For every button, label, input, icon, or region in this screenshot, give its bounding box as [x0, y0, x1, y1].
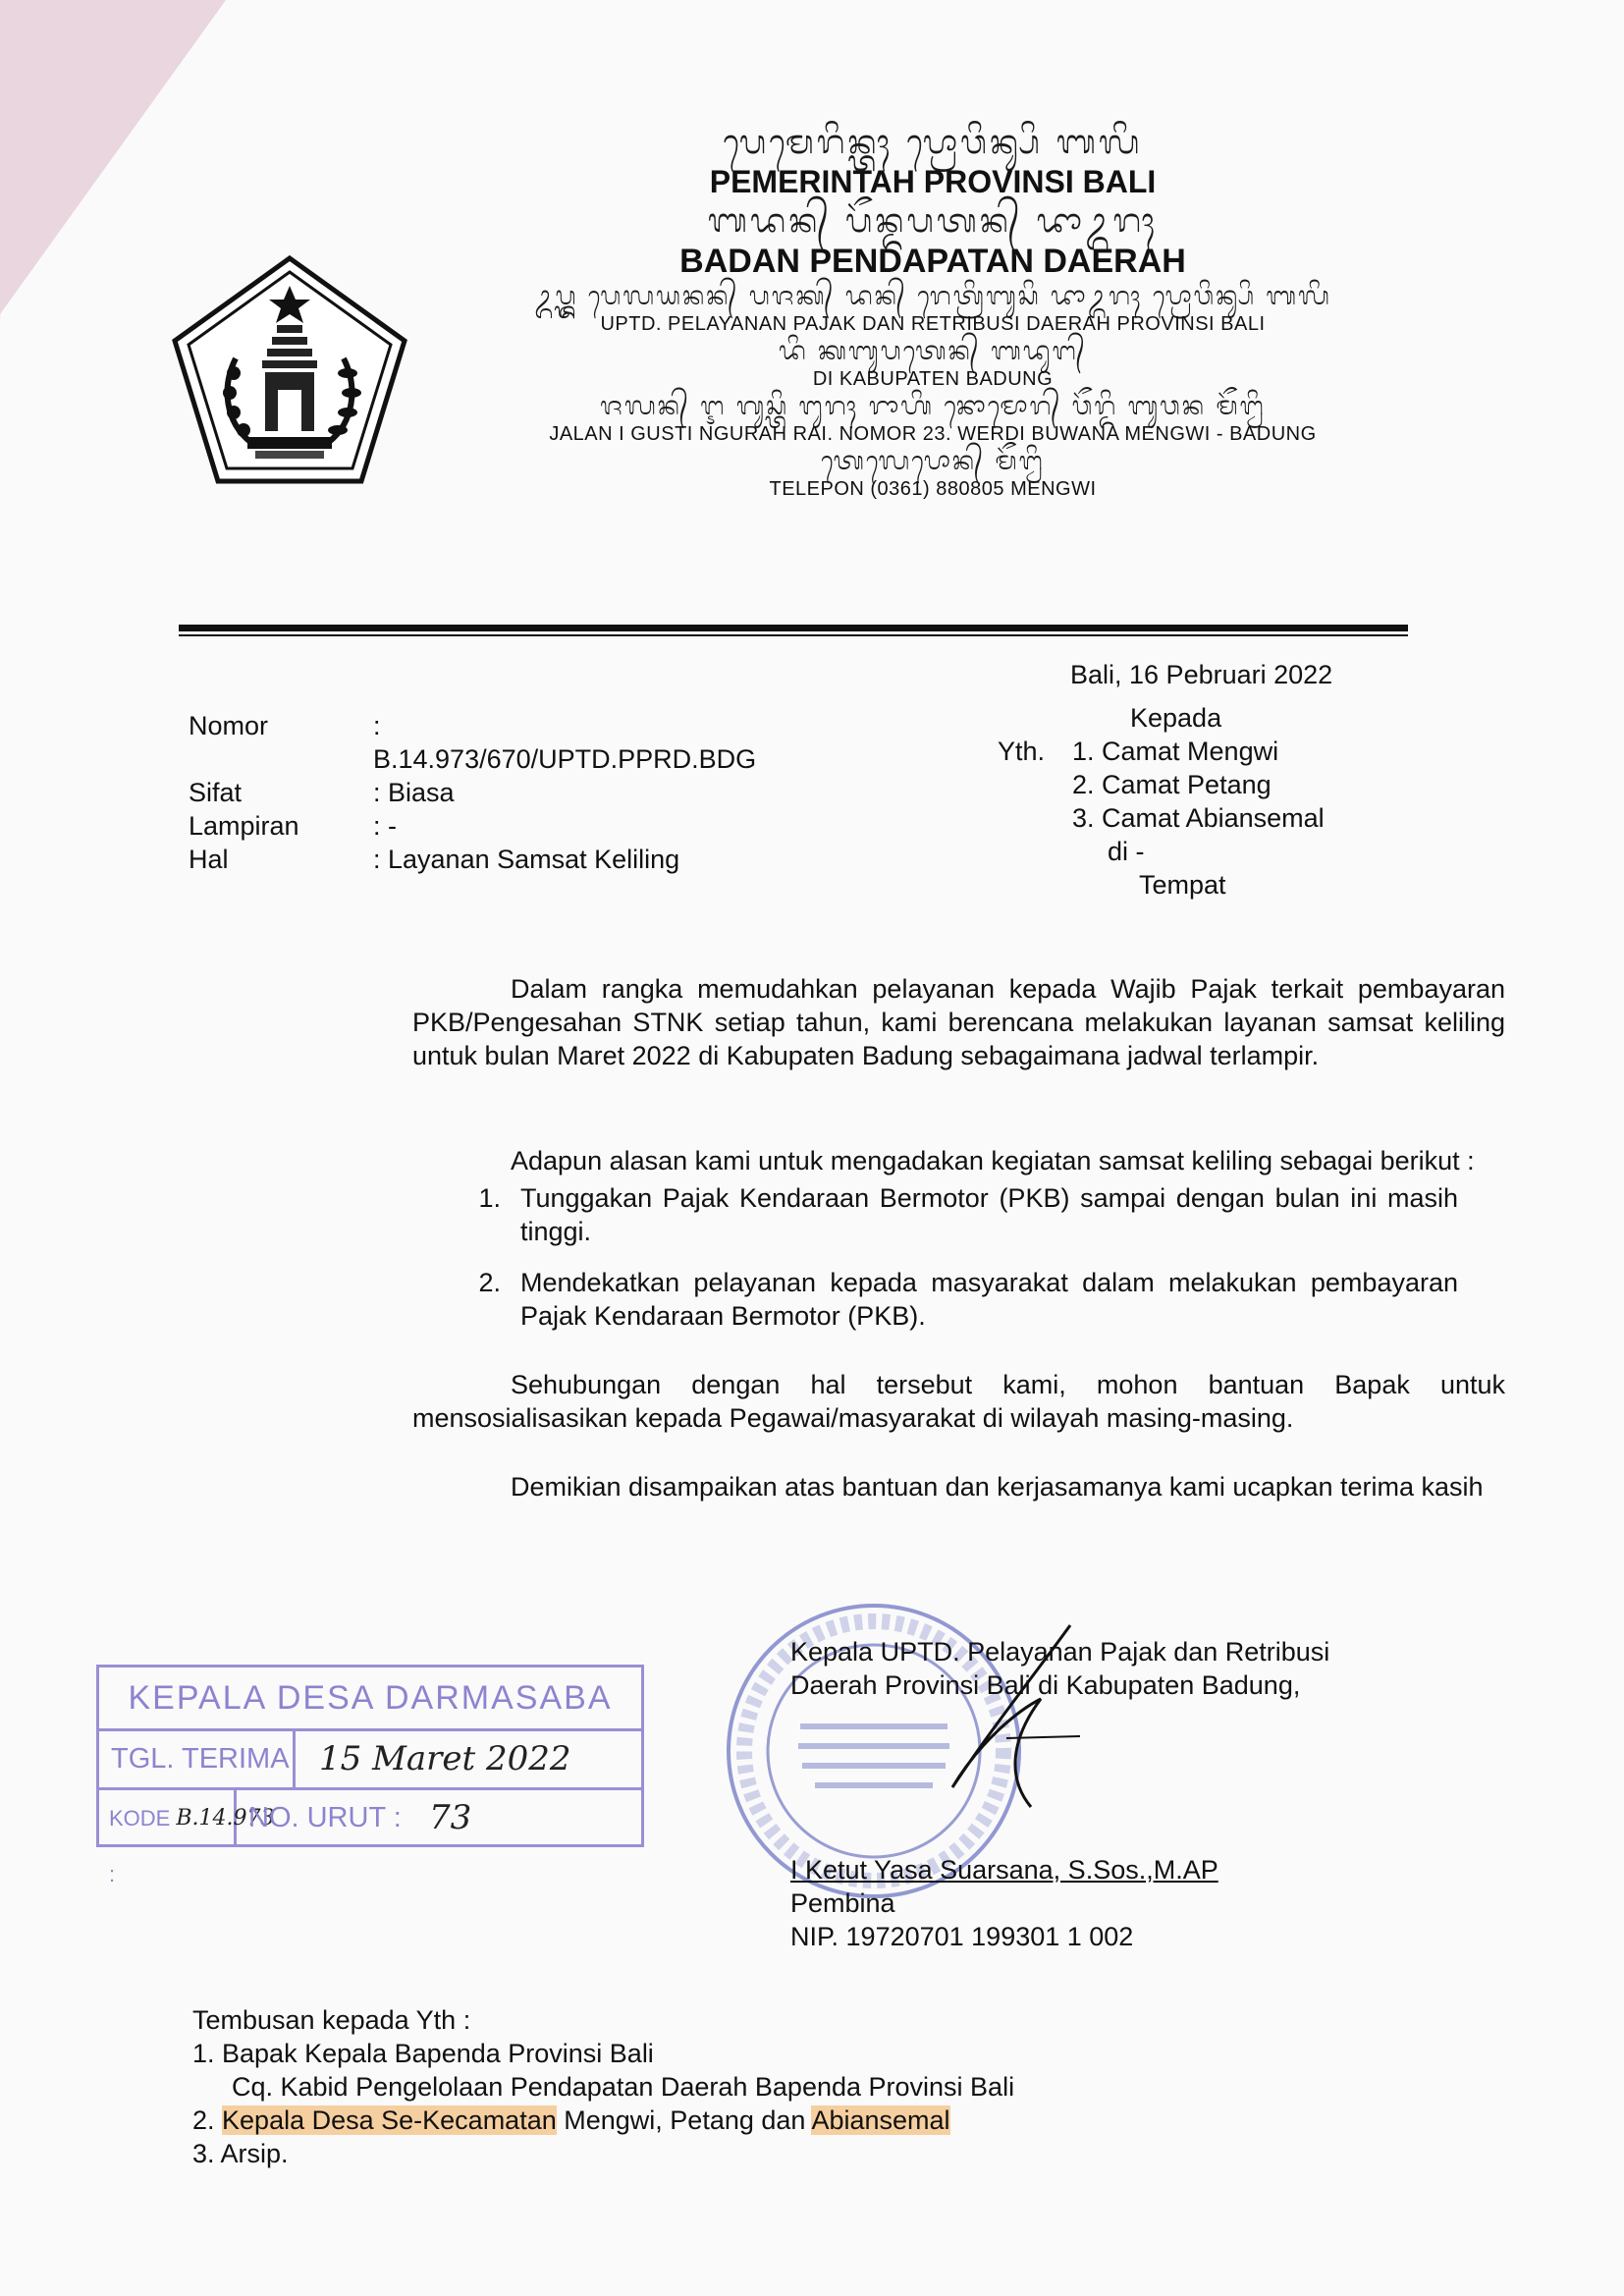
letterhead-script-line-6: ᬢᬾᬮᬾᬧᭀᬦ᭄ ᬫᭂᬗ᭄ᬯᬶ — [821, 447, 1045, 476]
meta-value: : Biasa — [373, 778, 455, 807]
header-rule — [179, 625, 1408, 631]
signatory-name: I Ketut Yasa Suarsana, S.Sos.,M.AP — [790, 1855, 1218, 1885]
meta-key: Nomor — [189, 711, 269, 740]
signatory-nip: NIP. 19720701 199301 1 002 — [790, 1922, 1134, 1951]
recipient-yth: Yth. — [998, 737, 1046, 766]
recipient-di: di - — [1108, 837, 1145, 866]
received-number-label: NO. URUT : — [248, 1802, 402, 1833]
recipient-line — [998, 735, 1325, 768]
received-stamp-title: KEPALA DESA DARMASABA — [99, 1667, 641, 1731]
carbon-copy-item-2 — [192, 2104, 1014, 2137]
received-code-label: KODE : — [109, 1806, 171, 1886]
paragraph-1: Dalam rangka memudahkan pelayanan kepada Wajib Pajak terkait pembayaran PKB/Pengesahan STNK setiap tahun, kami berencana melakukan layanan samsat keliling untuk bulan Maret 2022 di Kabupaten Badung sebagaimana jadwal terlampir. — [412, 974, 1505, 1070]
recipient-tempat: Tempat — [1139, 870, 1226, 900]
letter-meta — [189, 709, 766, 876]
reason-text: Mendekatkan pelayanan kepada masyarakat dalam melakukan pembayaran Pajak Kendaraan Bermotor (PKB). — [520, 1268, 1458, 1331]
meta-key: Sifat — [189, 778, 243, 807]
received-date-label: TGL. TERIMA — [99, 1731, 296, 1787]
meta-row-hal — [189, 843, 766, 876]
letterhead-region: DI KABUPATEN BADUNG — [812, 368, 1054, 390]
recipient-item: 1. Camat Mengwi — [1072, 737, 1279, 766]
recipient-block — [998, 701, 1325, 902]
carbon-copy-item-1: 1. Bapak Kepala Bapenda Provinsi Bali — [192, 2039, 654, 2068]
recipient-line — [998, 768, 1325, 801]
header-rule-thin — [179, 634, 1408, 636]
meta-row-lampiran — [189, 809, 766, 843]
carbon-copy-item-3: 3. Arsip. — [192, 2139, 289, 2168]
received-stamp — [96, 1665, 644, 1886]
letterhead-script-line-2: ᬩᬤᬦ᭄ ᬧᭂᬦ᭄ᬤᬧᬢᬦ᭄ ᬤᬵᬉᬭᬄ — [707, 201, 1159, 241]
meta-key: Hal — [189, 845, 229, 874]
letterhead — [442, 123, 1424, 502]
bali-province-crest-icon — [167, 250, 412, 496]
received-date-value: 15 Maret 2022 — [319, 1739, 571, 1778]
received-number-value: 73 — [429, 1798, 472, 1837]
letterhead-script-line-3: ᬉᬧ᭄ᬢ᭄ᬤ ᬧᬾᬮᬬᬦᬦ᭄ ᬧᬚᬓ᭄ ᬤᬦ᭄ ᬭᬾᬢ᭄ᬭᬶᬩᬸᬲᬶ ᬤᬵᬉᬭᬄ ᬧ᭄ᬭᭀᬯᬶᬦ᭄ᬲᬶ ᬩᬮᬶ — [534, 282, 1331, 311]
letterhead-government: PEMERINTAH PROVINSI BALI — [709, 164, 1157, 199]
received-stamp-date-row — [99, 1731, 641, 1790]
paragraph-4: Demikian disampaikan atas bantuan dan kerjasamanya kami ucapkan terima kasih — [511, 1472, 1484, 1502]
reason-item — [412, 1181, 1505, 1248]
meta-row-sifat — [189, 776, 766, 809]
letter-date: Bali, 16 Pebruari 2022 — [1070, 660, 1333, 689]
received-code-cell — [99, 1790, 275, 1886]
reason-number: 2. — [478, 1268, 501, 1297]
recipient-kepada: Kepada — [1130, 703, 1222, 733]
highlighted-text: Kepala Desa Se-Kecamatan — [222, 2105, 557, 2135]
meta-value: : - — [373, 811, 397, 841]
letter-body — [412, 972, 1505, 1072]
letterhead-script-line-1: ᬧᬾᬫᬾᬭᬶᬦ᭄ᬢᬄ ᬧ᭄ᬭᭀᬯᬶᬦ᭄ᬲᬶ ᬩᬮᬶ — [723, 123, 1143, 162]
meta-value: : B.14.973/670/UPTD.PPRD.BDG — [373, 711, 757, 774]
letterhead-unit: UPTD. PELAYANAN PAJAK DAN RETRIBUSI DAERAH PROVINSI BALI — [600, 313, 1266, 335]
carbon-copy-item-1-sub: Cq. Kabid Pengelolaan Pendapatan Daerah Bapenda Provinsi Bali — [232, 2072, 1015, 2102]
letter-body-continued — [412, 1144, 1505, 1503]
carbon-copy-title: Tembusan kepada Yth : — [192, 2005, 471, 2035]
recipient-line — [998, 801, 1325, 835]
paragraph-3: Sehubungan dengan hal tersebut kami, mohon bantuan Bapak untuk mensosialisasikan kepada Pegawai/masyarakat di wilayah masing-masing. — [412, 1370, 1505, 1433]
reason-item — [412, 1266, 1505, 1333]
carbon-copy-item-2-number: 2. — [192, 2105, 223, 2135]
recipient-item: 3. Camat Abiansemal — [1072, 803, 1325, 833]
recipient-item: 2. Camat Petang — [1072, 770, 1272, 799]
meta-value: : Layanan Samsat Keliling — [373, 845, 680, 874]
paragraph-2: Adapun alasan kami untuk mengadakan kegiatan samsat keliling sebagai berikut : — [511, 1146, 1475, 1175]
meta-key: Lampiran — [189, 811, 299, 841]
carbon-copy-item-2-middle: Mengwi, Petang dan — [556, 2105, 812, 2135]
signature-title-line-1: Kepala UPTD. Pelayanan Pajak dan Retribusi — [790, 1637, 1330, 1667]
signature-title-line-2: Daerah Provinsi Bali di Kabupaten Badung, — [790, 1670, 1301, 1700]
letterhead-phone: TELEPON (0361) 880805 MENGWI — [769, 478, 1097, 500]
letterhead-address: JALAN I GUSTI NGURAH RAI. NOMOR 23. WERDI BUWANA MENGWI - BADUNG — [549, 423, 1317, 445]
reason-number: 1. — [478, 1183, 501, 1213]
reason-text: Tunggakan Pajak Kendaraan Bermotor (PKB) sampai dengan bulan ini masih tinggi. — [520, 1183, 1458, 1246]
letterhead-script-line-5: ᬚᬮᬦ᭄ ᬇ ᬕᬸᬲ᭄ᬢᬶ ᬗᬸᬭᬄ ᬭᬵᬳᬶ ᬦᭀᬫᭀᬭ᭄ ᬯᭂᬭ᭄ᬤᬶ ᬩᬸᬯᬦ ᬫᭂᬗ᭄ᬯᬶ — [600, 392, 1266, 421]
signature-block — [790, 1635, 1468, 1953]
highlighted-text: Abiansemal — [811, 2105, 950, 2135]
signatory-rank: Pembina — [790, 1888, 895, 1918]
meta-row-nomor — [189, 709, 766, 776]
received-code-value: B.14.973 — [176, 1806, 275, 1831]
carbon-copy-list — [192, 2003, 1014, 2170]
received-stamp-code-row — [99, 1790, 641, 1886]
letterhead-agency: BADAN PENDAPATAN DAERAH — [679, 243, 1186, 280]
letterhead-script-line-4: ᬤᬶ ᬓᬩᬸᬧᬢᬾᬦ᭄ ᬩᬤᬸᬗ᭄ — [779, 337, 1087, 366]
